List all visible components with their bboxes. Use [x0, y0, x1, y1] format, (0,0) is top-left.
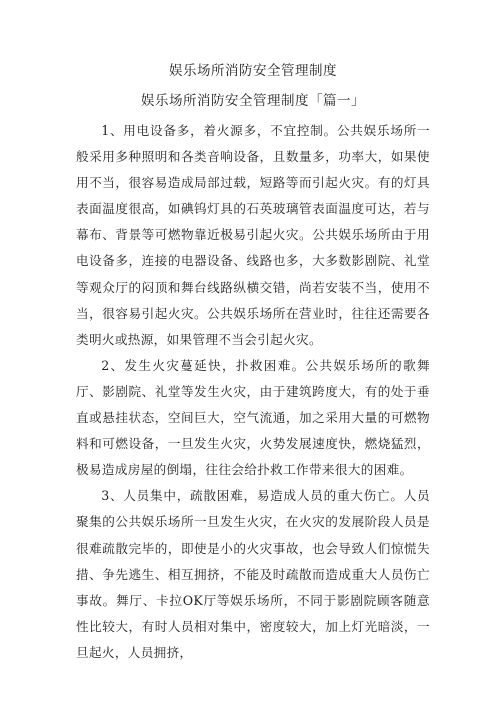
document-body — [76, 118, 430, 666]
paragraph: 1、用电设备多，着火源多，不宜控制。公共娱乐场所一般采用多种照明和各类音响设备，且数量多，功率大，如果使用不当，很容易造成局部过载，短路等而引起火灾。有的灯具表面温度很高，如碘钨灯具的石英玻璃管表面温度可达，若与幕布、背景等可燃物靠近极易引起火灾。公共娱乐场所由于用电设备多，连接的电器设备、线路也多，大多数影剧院、礼堂等观众厅的闷顶和舞台线路纵横交错，尚若安装不当，使用不当，很容易引起火灾。公共娱乐场所在营业时，往往还需要各类明火或热源，如果管理不当会引起火灾。 — [76, 123, 430, 347]
document-subtitle: 娱乐场所消防安全管理制度「篇一」 — [141, 93, 365, 109]
paragraph: 3、人员集中，疏散困难，易造成人员的重大伤亡。人员聚集的公共娱乐场所一旦发生火灾，在火灾的发展阶段人员是很难疏散完毕的，即使是小的火灾事故，也会导致人们惊慌失措、争先逃生、相互拥挤，不能及时疏散而造成重大人员伤亡事故。舞厅、卡拉OK厅等娱乐场所，不同于影剧院顾客随意性比较大，有时人员相对集中，密度较大，加上灯光暗淡，一旦起火，人员拥挤， — [76, 488, 430, 660]
paragraph: 2、发生火灾蔓延快，扑救困难。公共娱乐场所的歌舞厅、影剧院、礼堂等发生火灾，由于建筑跨度大，有的处于垂直或悬挂状态，空间巨大，空气流通，加之采用大量的可燃物料和可燃设备，一旦发生火灾，火势发展速度快，燃烧猛烈，极易造成房屋的倒塌，往往会给扑救工作带来很大的困难。 — [76, 357, 430, 478]
document-title: 娱乐场所消防安全管理制度 — [169, 63, 337, 79]
